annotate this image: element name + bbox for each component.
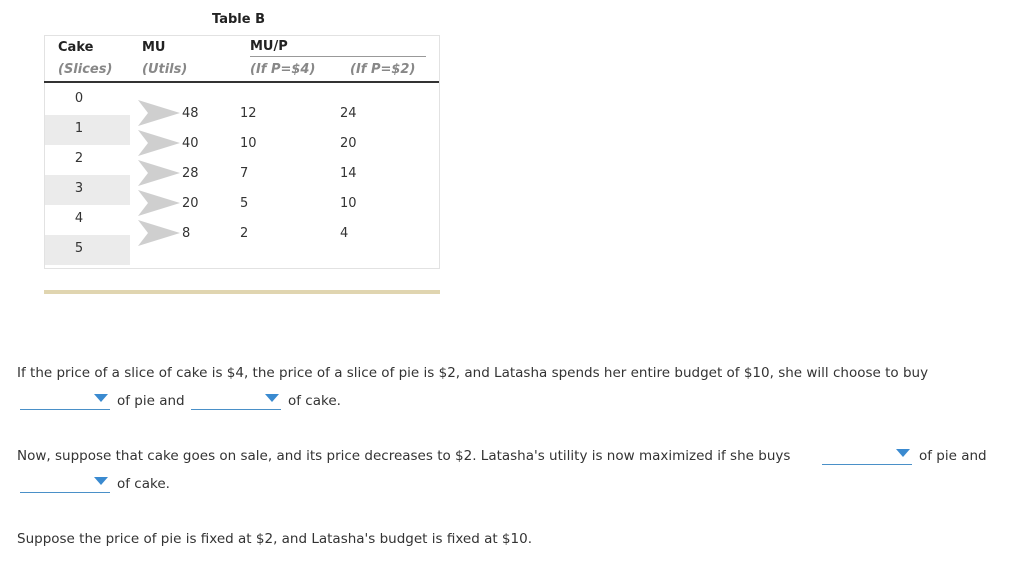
q1-pie-dropdown[interactable] xyxy=(20,391,110,410)
header-cake-sub: (Slices) xyxy=(58,62,113,77)
mup-p2-cell: 10 xyxy=(340,196,357,211)
chevron-down-icon xyxy=(94,394,108,402)
section-divider xyxy=(44,290,440,294)
question-1-text: If the price of a slice of cake is $4, the price of a slice of pie is $2, and Latasha spends her entire budget of $10, she will choose to buy xyxy=(17,365,929,381)
header-mup-p4: (If P=$4) xyxy=(250,62,316,77)
cake-cell: 4 xyxy=(74,211,84,226)
q2-cake-dropdown[interactable] xyxy=(20,474,110,493)
header-mup-p2: (If P=$2) xyxy=(350,62,416,77)
header-rule xyxy=(44,81,439,83)
header-cake: Cake xyxy=(58,40,94,55)
mup-p4-cell: 2 xyxy=(240,226,249,241)
mup-p2-cell: 24 xyxy=(340,106,357,121)
marginal-arrow-icon xyxy=(138,190,180,216)
question-2-text-b: of pie and xyxy=(919,448,987,464)
header-mu-sub: (Utils) xyxy=(142,62,188,77)
marginal-arrow-icon xyxy=(138,130,180,156)
mup-p2-cell: 14 xyxy=(340,166,357,181)
cake-cell: 3 xyxy=(74,181,84,196)
marginal-arrow-icon xyxy=(138,100,180,126)
mup-p4-cell: 12 xyxy=(240,106,257,121)
mup-p2-cell: 20 xyxy=(340,136,357,151)
cake-cell: 0 xyxy=(74,91,84,106)
mup-p4-cell: 10 xyxy=(240,136,257,151)
mu-cell: 20 xyxy=(182,196,199,211)
mu-cell: 28 xyxy=(182,166,199,181)
header-mup-rule xyxy=(250,56,426,57)
question-2-text-c: of cake. xyxy=(117,476,170,492)
marginal-arrow-icon xyxy=(138,220,180,246)
cake-cell: 5 xyxy=(74,241,84,256)
mu-cell: 40 xyxy=(182,136,199,151)
q2-pie-dropdown[interactable] xyxy=(822,446,912,465)
mu-cell: 48 xyxy=(182,106,199,121)
chevron-down-icon xyxy=(896,449,910,457)
header-mup: MU/P xyxy=(250,39,288,54)
marginal-arrow-icon xyxy=(138,160,180,186)
mup-p4-cell: 7 xyxy=(240,166,249,181)
question-1-text-c: of cake. xyxy=(288,393,341,409)
cake-cell: 1 xyxy=(74,121,84,136)
question-1-text-b: of pie and xyxy=(117,393,185,409)
question-2-text: Now, suppose that cake goes on sale, and its price decreases to $2. Latasha's utility is now maximized if she buys xyxy=(17,448,791,464)
chevron-down-icon xyxy=(94,477,108,485)
cake-cell: 2 xyxy=(74,151,84,166)
header-mu: MU xyxy=(142,40,166,55)
mup-p4-cell: 5 xyxy=(240,196,249,211)
chevron-down-icon xyxy=(265,394,279,402)
mu-cell: 8 xyxy=(182,226,191,241)
table-title: Table B xyxy=(212,12,265,27)
mup-p2-cell: 4 xyxy=(340,226,349,241)
question-3-text: Suppose the price of pie is fixed at $2, and Latasha's budget is fixed at $10. xyxy=(17,531,532,547)
q1-cake-dropdown[interactable] xyxy=(191,391,281,410)
